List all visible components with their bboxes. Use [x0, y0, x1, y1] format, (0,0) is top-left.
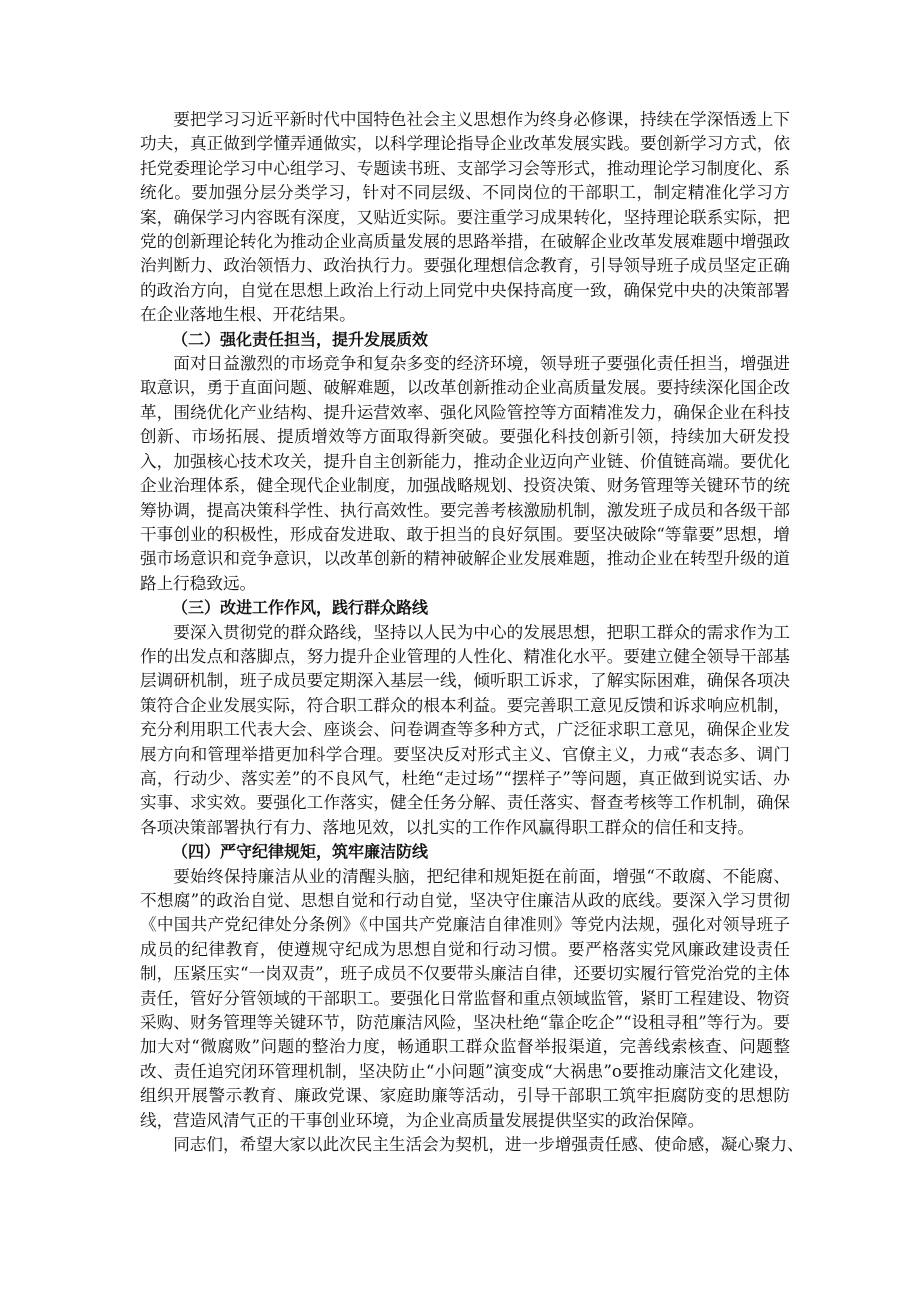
section-heading-discipline: （四）严守纪律规矩，筑牢廉洁防线	[172, 842, 429, 862]
section-heading-responsibility: （二）强化责任担当，提升发展质效	[172, 329, 429, 349]
paragraph-responsibility: 面对日益激烈的市场竞争和复杂多变的经济环境，领导班子要强化责任担当，增强进取意识，勇于直面问题、破解难题，以改革创新推动企业高质量发展。要持续深化国企改革，围绕优化产业结构、提升运营效率、强化风险管控等方面精准发力，确保企业在科技创新、市场拓展、提质增效等方面取得新突破。要强化科技创新引领，持续加大研发投入，加强核心技术攻关，提升自主创新能力，推动企业迈向产业链、价值链高端。要优化企业治理体系，健全现代企业制度，加强战略规划、投资决策、财务管理等关键环节的统筹协调，提高决策科学性、执行高效性。要完善考核激励机制，激发班子成员和各级干部干事创业的积极性，形成奋发进取、敢于担当的良好氛围。要坚决破除“等靠要”思想，增强市场意识和竞争意识，以改革创新的精神破解企业发展难题，推动企业在转型升级的道路上行稳致远。	[140, 354, 790, 593]
paragraph-closing: 同志们，希望大家以此次民主生活会为契机，进一步增强责任感、使命感，凝心聚力、	[173, 1135, 804, 1155]
document-page	[140, 108, 804, 1157]
section-heading-work-style: （三）改进工作作风，践行群众路线	[172, 598, 429, 618]
paragraph-study-theory: 要把学习习近平新时代中国特色社会主义思想作为终身必修课，持续在学深悟透上下功夫，真正做到学懂弄通做实，以科学理论指导企业改革发展实践。要创新学习方式，依托党委理论学习中心组学习、专题读书班、支部学习会等形式，推动理论学习制度化、系统化。要加强分层分类学习，针对不同层级、不同岗位的干部职工，制定精准化学习方案，确保学习内容既有深度，又贴近实际。要注重学习成果转化，坚持理论联系实际，把党的创新理论转化为推动企业高质量发展的思路举措，在破解企业改革发展难题中增强政治判断力、政治领悟力、政治执行力。要强化理想信念教育，引导领导班子成员坚定正确的政治方向，自觉在思想上政治上行动上同党中央保持高度一致，确保党中央的决策部署在企业落地生根、开花结果。	[140, 110, 790, 325]
paragraph-discipline: 要始终保持廉洁从业的清醒头脑，把纪律和规矩挺在前面，增强“不敢腐、不能腐、不想腐”的政治自觉、思想自觉和行动自觉，坚决守住廉洁从政的底线。要深入学习贯彻《中国共产党纪律处分条例》《中国共产党廉洁自律准则》等党内法规，强化对领导班子成员的纪律教育，使遵规守纪成为思想自觉和行动习惯。要严格落实党风廉政建设责任制，压紧压实“一岗双责”，班子成员不仅要带头廉洁自律，还要切实履行管党治党的主体责任，管好分管领域的干部职工。要强化日常监督和重点领域监管，紧盯工程建设、物资采购、财务管理等关键环节，防范廉洁风险，坚决杜绝“靠企吃企”“设租寻租”等行为。要加大对“微腐败”问题的整治力度，畅通职工群众监督举报渠道，完善线索核查、问题整改、责任追究闭环管理机制，坚决防止“小问题”演变成“大祸患”o要推动廉洁文化建设，组织开展警示教育、廉政党课、家庭助廉等活动，引导干部职工筑牢拒腐防变的思想防线，营造风清气正的干事创业环境，为企业高质量发展提供坚实的政治保障。	[140, 866, 790, 1130]
paragraph-work-style: 要深入贯彻党的群众路线，坚持以人民为中心的发展思想，把职工群众的需求作为工作的出发点和落脚点，努力提升企业管理的人性化、精准化水平。要建立健全领导干部基层调研机制，班子成员要定期深入基层一线，倾听职工诉求，了解实际困难，确保各项决策符合企业发展实际，符合职工群众的根本利益。要完善职工意见反馈和诉求响应机制，充分利用职工代表大会、座谈会、问卷调查等多种方式，广泛征求职工意见，确保企业发展方向和管理举措更加科学合理。要坚决反对形式主义、官僚主义，力戒“表态多、调门高，行动少、落实差”的不良风气，杜绝“走过场”“摆样子”等问题，真正做到说实话、办实事、求实效。要强化工作落实，健全任务分解、责任落实、督查考核等工作机制，确保各项决策部署执行有力、落地见效，以扎实的工作作风赢得职工群众的信任和支持。	[140, 622, 790, 837]
